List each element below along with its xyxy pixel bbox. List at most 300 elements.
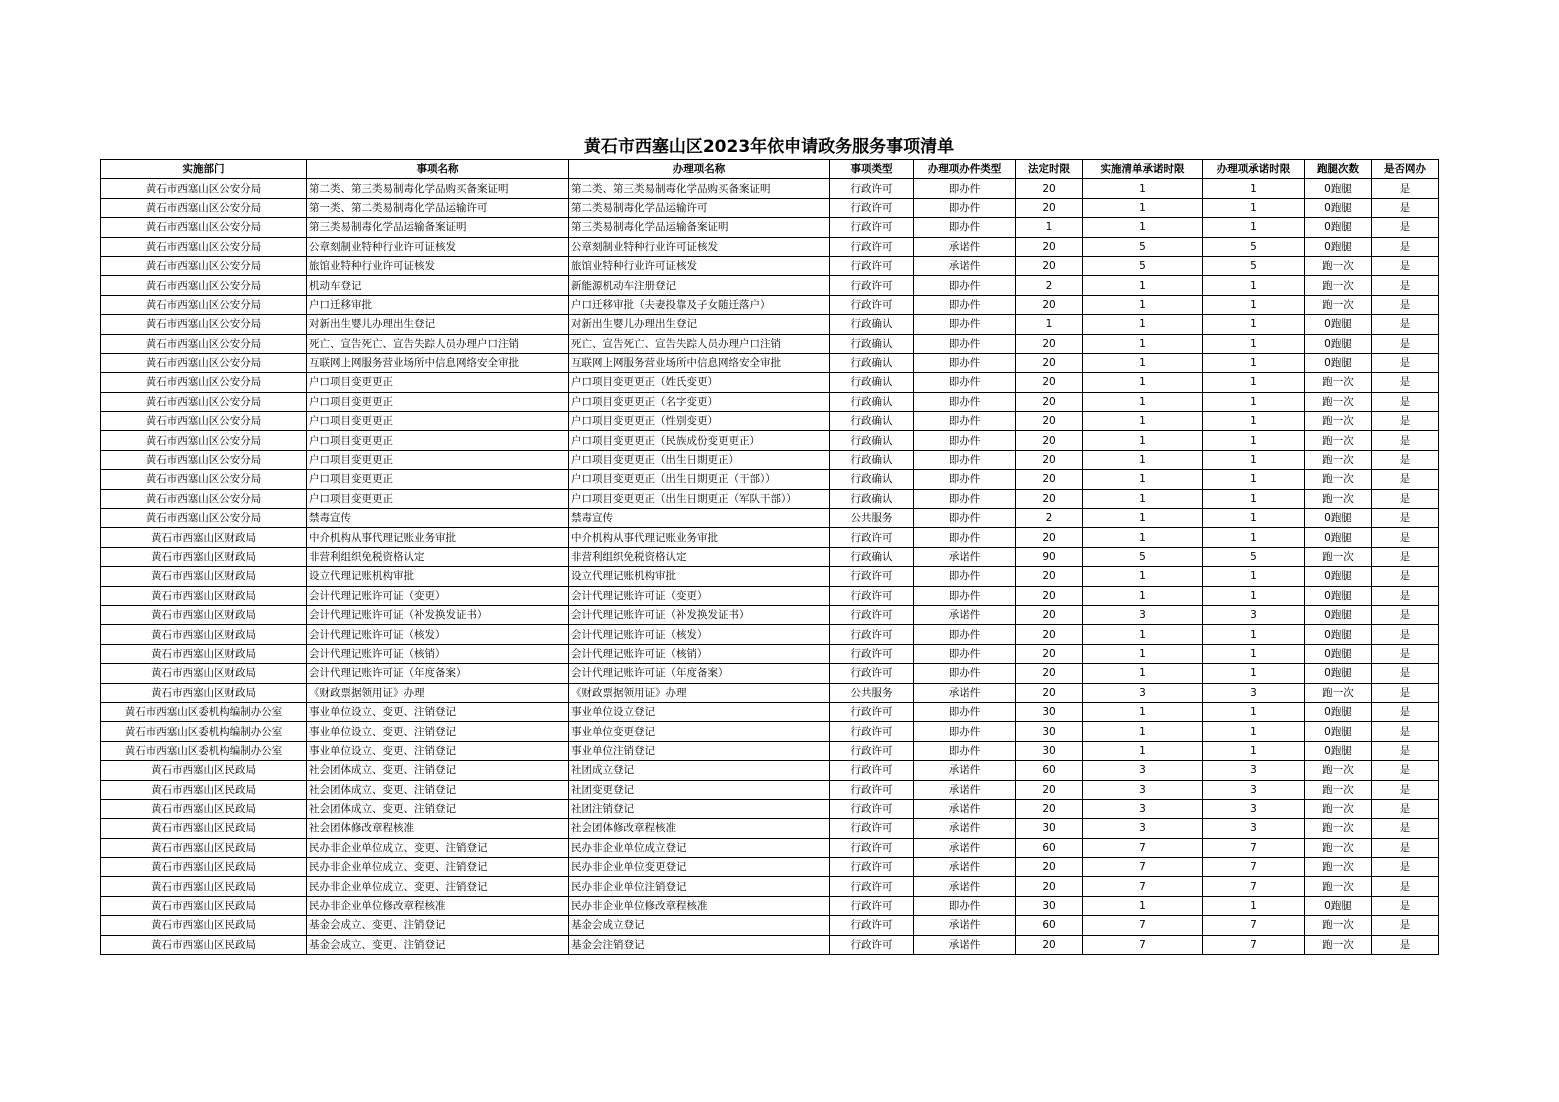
table-row xyxy=(101,353,1439,372)
cell-item-type: 行政许可 xyxy=(830,761,914,780)
cell-item-commitment-limit: 1 xyxy=(1203,373,1305,392)
cell-item-commitment-limit: 3 xyxy=(1203,780,1305,799)
header-item-type: 事项类型 xyxy=(830,160,914,179)
cell-case-type: 即办件 xyxy=(914,644,1016,663)
cell-legal-time-limit: 20 xyxy=(1016,935,1083,954)
cell-trip-count: 跑一次 xyxy=(1305,256,1372,275)
cell-handling-item-name: 民办非企业单位注销登记 xyxy=(569,877,830,896)
cell-item-type: 行政许可 xyxy=(830,528,914,547)
document-title: 黄石市西塞山区2023年依申请政务服务事项清单 xyxy=(583,137,955,157)
cell-trip-count: 跑一次 xyxy=(1305,858,1372,877)
cell-list-commitment-limit: 1 xyxy=(1083,722,1203,741)
table-row xyxy=(101,528,1439,547)
cell-department: 黄石市西塞山区公安分局 xyxy=(101,276,307,295)
cell-case-type: 承诺件 xyxy=(914,683,1016,702)
cell-handling-item-name: 民办非企业单位成立登记 xyxy=(569,838,830,857)
cell-department: 黄石市西塞山区民政局 xyxy=(101,838,307,857)
cell-case-type: 即办件 xyxy=(914,353,1016,372)
cell-item-commitment-limit: 1 xyxy=(1203,276,1305,295)
cell-item-commitment-limit: 7 xyxy=(1203,838,1305,857)
cell-handling-item-name: 事业单位注销登记 xyxy=(569,741,830,760)
cell-legal-time-limit: 20 xyxy=(1016,489,1083,508)
cell-list-commitment-limit: 1 xyxy=(1083,450,1203,469)
cell-legal-time-limit: 20 xyxy=(1016,586,1083,605)
cell-item-type: 行政许可 xyxy=(830,916,914,935)
cell-legal-time-limit: 20 xyxy=(1016,237,1083,256)
cell-online: 是 xyxy=(1372,373,1439,392)
cell-item-name: 会计代理记账许可证（年度备案） xyxy=(307,664,569,683)
cell-item-name: 社会团体成立、变更、注销登记 xyxy=(307,761,569,780)
cell-list-commitment-limit: 3 xyxy=(1083,780,1203,799)
cell-item-name: 民办非企业单位成立、变更、注销登记 xyxy=(307,877,569,896)
cell-legal-time-limit: 20 xyxy=(1016,877,1083,896)
cell-department: 黄石市西塞山区公安分局 xyxy=(101,179,307,198)
cell-online: 是 xyxy=(1372,198,1439,217)
cell-trip-count: 0跑腿 xyxy=(1305,625,1372,644)
cell-legal-time-limit: 60 xyxy=(1016,916,1083,935)
cell-legal-time-limit: 20 xyxy=(1016,683,1083,702)
cell-trip-count: 0跑腿 xyxy=(1305,237,1372,256)
cell-case-type: 承诺件 xyxy=(914,935,1016,954)
cell-case-type: 承诺件 xyxy=(914,547,1016,566)
cell-department: 黄石市西塞山区公安分局 xyxy=(101,334,307,353)
cell-legal-time-limit: 20 xyxy=(1016,373,1083,392)
cell-item-commitment-limit: 1 xyxy=(1203,722,1305,741)
cell-legal-time-limit: 20 xyxy=(1016,179,1083,198)
cell-trip-count: 跑一次 xyxy=(1305,392,1372,411)
cell-list-commitment-limit: 7 xyxy=(1083,877,1203,896)
cell-item-name: 户口项目变更更正 xyxy=(307,470,569,489)
cell-case-type: 即办件 xyxy=(914,625,1016,644)
cell-list-commitment-limit: 1 xyxy=(1083,586,1203,605)
cell-online: 是 xyxy=(1372,625,1439,644)
cell-handling-item-name: 事业单位设立登记 xyxy=(569,702,830,721)
cell-online: 是 xyxy=(1372,896,1439,915)
cell-list-commitment-limit: 1 xyxy=(1083,489,1203,508)
header-list-commitment-limit: 实施清单承诺时限 xyxy=(1083,160,1203,179)
cell-department: 黄石市西塞山区公安分局 xyxy=(101,431,307,450)
cell-list-commitment-limit: 1 xyxy=(1083,567,1203,586)
cell-case-type: 即办件 xyxy=(914,528,1016,547)
cell-list-commitment-limit: 3 xyxy=(1083,761,1203,780)
cell-handling-item-name: 户口项目变更更正（民族成份变更更正） xyxy=(569,431,830,450)
cell-online: 是 xyxy=(1372,567,1439,586)
cell-item-type: 行政许可 xyxy=(830,295,914,314)
cell-item-type: 行政许可 xyxy=(830,877,914,896)
cell-legal-time-limit: 20 xyxy=(1016,256,1083,275)
cell-department: 黄石市西塞山区公安分局 xyxy=(101,412,307,431)
cell-department: 黄石市西塞山区公安分局 xyxy=(101,295,307,314)
cell-department: 黄石市西塞山区公安分局 xyxy=(101,237,307,256)
cell-item-name: 互联网上网服务营业场所中信息网络安全审批 xyxy=(307,353,569,372)
cell-item-name: 户口项目变更更正 xyxy=(307,431,569,450)
cell-list-commitment-limit: 1 xyxy=(1083,896,1203,915)
cell-item-commitment-limit: 1 xyxy=(1203,664,1305,683)
cell-item-type: 行政许可 xyxy=(830,819,914,838)
cell-online: 是 xyxy=(1372,741,1439,760)
cell-item-name: 设立代理记账机构审批 xyxy=(307,567,569,586)
cell-item-name: 非营利组织免税资格认定 xyxy=(307,547,569,566)
cell-list-commitment-limit: 1 xyxy=(1083,412,1203,431)
cell-legal-time-limit: 20 xyxy=(1016,858,1083,877)
cell-case-type: 即办件 xyxy=(914,741,1016,760)
cell-case-type: 承诺件 xyxy=(914,916,1016,935)
cell-case-type: 即办件 xyxy=(914,664,1016,683)
cell-department: 黄石市西塞山区公安分局 xyxy=(101,256,307,275)
services-table xyxy=(100,159,1439,955)
cell-online: 是 xyxy=(1372,916,1439,935)
cell-handling-item-name: 禁毒宣传 xyxy=(569,509,830,528)
cell-item-type: 行政许可 xyxy=(830,179,914,198)
cell-item-type: 行政许可 xyxy=(830,218,914,237)
cell-trip-count: 0跑腿 xyxy=(1305,586,1372,605)
header-case-type: 办理项办件类型 xyxy=(914,160,1016,179)
cell-case-type: 承诺件 xyxy=(914,761,1016,780)
cell-online: 是 xyxy=(1372,470,1439,489)
cell-online: 是 xyxy=(1372,722,1439,741)
cell-online: 是 xyxy=(1372,392,1439,411)
cell-trip-count: 跑一次 xyxy=(1305,935,1372,954)
cell-handling-item-name: 会计代理记账许可证（变更） xyxy=(569,586,830,605)
cell-legal-time-limit: 30 xyxy=(1016,741,1083,760)
cell-case-type: 即办件 xyxy=(914,586,1016,605)
cell-case-type: 即办件 xyxy=(914,334,1016,353)
cell-legal-time-limit: 20 xyxy=(1016,625,1083,644)
cell-case-type: 即办件 xyxy=(914,198,1016,217)
cell-department: 黄石市西塞山区民政局 xyxy=(101,780,307,799)
cell-list-commitment-limit: 7 xyxy=(1083,838,1203,857)
cell-list-commitment-limit: 1 xyxy=(1083,625,1203,644)
table-row xyxy=(101,315,1439,334)
cell-item-type: 行政许可 xyxy=(830,625,914,644)
cell-item-type: 行政许可 xyxy=(830,780,914,799)
cell-item-commitment-limit: 1 xyxy=(1203,644,1305,663)
cell-case-type: 即办件 xyxy=(914,276,1016,295)
cell-online: 是 xyxy=(1372,528,1439,547)
cell-item-type: 行政确认 xyxy=(830,392,914,411)
cell-list-commitment-limit: 3 xyxy=(1083,819,1203,838)
cell-list-commitment-limit: 1 xyxy=(1083,334,1203,353)
cell-item-name: 民办非企业单位成立、变更、注销登记 xyxy=(307,858,569,877)
cell-item-commitment-limit: 1 xyxy=(1203,334,1305,353)
cell-department: 黄石市西塞山区民政局 xyxy=(101,896,307,915)
cell-item-name: 会计代理记账许可证（变更） xyxy=(307,586,569,605)
cell-department: 黄石市西塞山区公安分局 xyxy=(101,450,307,469)
cell-online: 是 xyxy=(1372,276,1439,295)
cell-trip-count: 跑一次 xyxy=(1305,412,1372,431)
cell-handling-item-name: 社团变更登记 xyxy=(569,780,830,799)
cell-online: 是 xyxy=(1372,644,1439,663)
cell-list-commitment-limit: 5 xyxy=(1083,237,1203,256)
cell-trip-count: 跑一次 xyxy=(1305,916,1372,935)
cell-list-commitment-limit: 5 xyxy=(1083,547,1203,566)
table-row xyxy=(101,605,1439,624)
cell-legal-time-limit: 20 xyxy=(1016,528,1083,547)
cell-list-commitment-limit: 1 xyxy=(1083,295,1203,314)
cell-item-type: 行政许可 xyxy=(830,935,914,954)
cell-item-type: 公共服务 xyxy=(830,683,914,702)
cell-trip-count: 跑一次 xyxy=(1305,799,1372,818)
cell-item-commitment-limit: 1 xyxy=(1203,741,1305,760)
cell-legal-time-limit: 60 xyxy=(1016,838,1083,857)
cell-department: 黄石市西塞山区民政局 xyxy=(101,916,307,935)
cell-item-name: 社会团体成立、变更、注销登记 xyxy=(307,780,569,799)
cell-item-type: 行政许可 xyxy=(830,256,914,275)
cell-item-commitment-limit: 1 xyxy=(1203,412,1305,431)
cell-handling-item-name: 死亡、宣告死亡、宣告失踪人员办理户口注销 xyxy=(569,334,830,353)
cell-case-type: 即办件 xyxy=(914,896,1016,915)
cell-legal-time-limit: 30 xyxy=(1016,702,1083,721)
cell-item-type: 行政许可 xyxy=(830,567,914,586)
cell-item-commitment-limit: 1 xyxy=(1203,179,1305,198)
table-row xyxy=(101,896,1439,915)
cell-item-type: 行政确认 xyxy=(830,431,914,450)
cell-handling-item-name: 非营利组织免税资格认定 xyxy=(569,547,830,566)
cell-item-name: 机动车登记 xyxy=(307,276,569,295)
cell-case-type: 即办件 xyxy=(914,295,1016,314)
cell-trip-count: 0跑腿 xyxy=(1305,702,1372,721)
cell-item-commitment-limit: 1 xyxy=(1203,450,1305,469)
cell-item-type: 行政许可 xyxy=(830,838,914,857)
cell-handling-item-name: 公章刻制业特种行业许可证核发 xyxy=(569,237,830,256)
cell-item-commitment-limit: 7 xyxy=(1203,935,1305,954)
table-row xyxy=(101,179,1439,198)
cell-list-commitment-limit: 1 xyxy=(1083,702,1203,721)
cell-case-type: 即办件 xyxy=(914,315,1016,334)
cell-handling-item-name: 事业单位变更登记 xyxy=(569,722,830,741)
header-trip-count: 跑腿次数 xyxy=(1305,160,1372,179)
cell-item-commitment-limit: 1 xyxy=(1203,198,1305,217)
cell-online: 是 xyxy=(1372,935,1439,954)
cell-department: 黄石市西塞山区财政局 xyxy=(101,567,307,586)
cell-item-type: 行政确认 xyxy=(830,470,914,489)
cell-item-name: 基金会成立、变更、注销登记 xyxy=(307,916,569,935)
cell-trip-count: 跑一次 xyxy=(1305,780,1372,799)
cell-online: 是 xyxy=(1372,353,1439,372)
cell-trip-count: 跑一次 xyxy=(1305,761,1372,780)
cell-case-type: 即办件 xyxy=(914,702,1016,721)
header-online: 是否网办 xyxy=(1372,160,1439,179)
cell-handling-item-name: 户口项目变更更正（性别变更） xyxy=(569,412,830,431)
cell-legal-time-limit: 20 xyxy=(1016,431,1083,450)
cell-item-type: 行政许可 xyxy=(830,644,914,663)
cell-item-commitment-limit: 1 xyxy=(1203,295,1305,314)
cell-legal-time-limit: 20 xyxy=(1016,412,1083,431)
cell-item-type: 行政许可 xyxy=(830,799,914,818)
cell-department: 黄石市西塞山区委机构编制办公室 xyxy=(101,702,307,721)
cell-item-commitment-limit: 1 xyxy=(1203,702,1305,721)
cell-item-name: 户口项目变更更正 xyxy=(307,412,569,431)
cell-case-type: 即办件 xyxy=(914,218,1016,237)
cell-case-type: 即办件 xyxy=(914,722,1016,741)
cell-list-commitment-limit: 1 xyxy=(1083,528,1203,547)
cell-item-commitment-limit: 1 xyxy=(1203,586,1305,605)
cell-item-type: 行政许可 xyxy=(830,722,914,741)
cell-legal-time-limit: 90 xyxy=(1016,547,1083,566)
cell-online: 是 xyxy=(1372,819,1439,838)
cell-item-commitment-limit: 7 xyxy=(1203,858,1305,877)
cell-case-type: 承诺件 xyxy=(914,799,1016,818)
cell-legal-time-limit: 20 xyxy=(1016,198,1083,217)
cell-handling-item-name: 旅馆业特种行业许可证核发 xyxy=(569,256,830,275)
header-item-commitment-limit: 办理项承诺时限 xyxy=(1203,160,1305,179)
cell-item-name: 第二类、第三类易制毒化学品购买备案证明 xyxy=(307,179,569,198)
cell-item-commitment-limit: 1 xyxy=(1203,218,1305,237)
cell-online: 是 xyxy=(1372,509,1439,528)
cell-handling-item-name: 第二类、第三类易制毒化学品购买备案证明 xyxy=(569,179,830,198)
cell-department: 黄石市西塞山区公安分局 xyxy=(101,489,307,508)
cell-item-type: 行政许可 xyxy=(830,702,914,721)
table-row xyxy=(101,509,1439,528)
cell-list-commitment-limit: 1 xyxy=(1083,198,1203,217)
cell-list-commitment-limit: 7 xyxy=(1083,858,1203,877)
cell-item-name: 会计代理记账许可证（核发） xyxy=(307,625,569,644)
cell-case-type: 即办件 xyxy=(914,450,1016,469)
cell-list-commitment-limit: 7 xyxy=(1083,935,1203,954)
cell-item-name: 公章刻制业特种行业许可证核发 xyxy=(307,237,569,256)
cell-list-commitment-limit: 1 xyxy=(1083,276,1203,295)
table-row xyxy=(101,664,1439,683)
cell-case-type: 即办件 xyxy=(914,179,1016,198)
cell-online: 是 xyxy=(1372,877,1439,896)
cell-handling-item-name: 基金会成立登记 xyxy=(569,916,830,935)
cell-online: 是 xyxy=(1372,256,1439,275)
cell-trip-count: 跑一次 xyxy=(1305,489,1372,508)
cell-online: 是 xyxy=(1372,838,1439,857)
table-row xyxy=(101,780,1439,799)
cell-case-type: 即办件 xyxy=(914,489,1016,508)
cell-legal-time-limit: 20 xyxy=(1016,470,1083,489)
cell-department: 黄石市西塞山区财政局 xyxy=(101,528,307,547)
cell-department: 黄石市西塞山区公安分局 xyxy=(101,218,307,237)
table-row xyxy=(101,295,1439,314)
cell-trip-count: 跑一次 xyxy=(1305,276,1372,295)
cell-case-type: 即办件 xyxy=(914,567,1016,586)
cell-handling-item-name: 会计代理记账许可证（年度备案） xyxy=(569,664,830,683)
cell-list-commitment-limit: 7 xyxy=(1083,916,1203,935)
table-row xyxy=(101,799,1439,818)
cell-trip-count: 0跑腿 xyxy=(1305,334,1372,353)
cell-item-type: 行政确认 xyxy=(830,450,914,469)
cell-department: 黄石市西塞山区公安分局 xyxy=(101,315,307,334)
cell-item-commitment-limit: 1 xyxy=(1203,896,1305,915)
cell-list-commitment-limit: 1 xyxy=(1083,644,1203,663)
cell-item-commitment-limit: 5 xyxy=(1203,547,1305,566)
cell-department: 黄石市西塞山区公安分局 xyxy=(101,373,307,392)
cell-legal-time-limit: 20 xyxy=(1016,605,1083,624)
cell-handling-item-name: 《财政票据领用证》办理 xyxy=(569,683,830,702)
cell-trip-count: 0跑腿 xyxy=(1305,567,1372,586)
cell-item-commitment-limit: 5 xyxy=(1203,256,1305,275)
cell-handling-item-name: 基金会注销登记 xyxy=(569,935,830,954)
cell-item-name: 事业单位设立、变更、注销登记 xyxy=(307,722,569,741)
cell-handling-item-name: 户口迁移审批（夫妻投靠及子女随迁落户） xyxy=(569,295,830,314)
cell-item-commitment-limit: 1 xyxy=(1203,489,1305,508)
cell-handling-item-name: 户口项目变更更正（名字变更） xyxy=(569,392,830,411)
cell-online: 是 xyxy=(1372,664,1439,683)
cell-online: 是 xyxy=(1372,431,1439,450)
cell-online: 是 xyxy=(1372,780,1439,799)
cell-online: 是 xyxy=(1372,547,1439,566)
cell-department: 黄石市西塞山区公安分局 xyxy=(101,392,307,411)
cell-list-commitment-limit: 1 xyxy=(1083,741,1203,760)
cell-legal-time-limit: 20 xyxy=(1016,353,1083,372)
cell-item-type: 行政许可 xyxy=(830,237,914,256)
cell-list-commitment-limit: 1 xyxy=(1083,431,1203,450)
cell-online: 是 xyxy=(1372,315,1439,334)
cell-item-type: 行政确认 xyxy=(830,315,914,334)
cell-item-commitment-limit: 7 xyxy=(1203,877,1305,896)
table-body xyxy=(101,179,1439,955)
cell-item-name: 事业单位设立、变更、注销登记 xyxy=(307,741,569,760)
cell-handling-item-name: 社团注销登记 xyxy=(569,799,830,818)
cell-item-type: 公共服务 xyxy=(830,509,914,528)
cell-online: 是 xyxy=(1372,761,1439,780)
table-row xyxy=(101,644,1439,663)
cell-online: 是 xyxy=(1372,218,1439,237)
cell-item-type: 行政许可 xyxy=(830,198,914,217)
cell-trip-count: 跑一次 xyxy=(1305,295,1372,314)
cell-department: 黄石市西塞山区民政局 xyxy=(101,819,307,838)
cell-department: 黄石市西塞山区财政局 xyxy=(101,625,307,644)
header-legal-time-limit: 法定时限 xyxy=(1016,160,1083,179)
cell-trip-count: 0跑腿 xyxy=(1305,198,1372,217)
cell-department: 黄石市西塞山区财政局 xyxy=(101,644,307,663)
cell-legal-time-limit: 2 xyxy=(1016,509,1083,528)
cell-item-type: 行政确认 xyxy=(830,353,914,372)
header-department: 实施部门 xyxy=(101,160,307,179)
table-header-row xyxy=(101,160,1439,179)
cell-online: 是 xyxy=(1372,605,1439,624)
cell-handling-item-name: 会计代理记账许可证（核发） xyxy=(569,625,830,644)
cell-legal-time-limit: 20 xyxy=(1016,295,1083,314)
cell-online: 是 xyxy=(1372,412,1439,431)
cell-trip-count: 0跑腿 xyxy=(1305,509,1372,528)
cell-trip-count: 跑一次 xyxy=(1305,683,1372,702)
header-handling-item-name: 办理项名称 xyxy=(569,160,830,179)
cell-list-commitment-limit: 1 xyxy=(1083,664,1203,683)
cell-item-type: 行政许可 xyxy=(830,605,914,624)
cell-trip-count: 跑一次 xyxy=(1305,547,1372,566)
cell-item-commitment-limit: 1 xyxy=(1203,392,1305,411)
cell-item-commitment-limit: 3 xyxy=(1203,799,1305,818)
table-row xyxy=(101,412,1439,431)
table-row xyxy=(101,470,1439,489)
cell-handling-item-name: 会计代理记账许可证（补发换发证书） xyxy=(569,605,830,624)
table-row xyxy=(101,256,1439,275)
cell-handling-item-name: 第二类易制毒化学品运输许可 xyxy=(569,198,830,217)
table-row xyxy=(101,547,1439,566)
cell-list-commitment-limit: 1 xyxy=(1083,509,1203,528)
cell-item-name: 社会团体成立、变更、注销登记 xyxy=(307,799,569,818)
cell-handling-item-name: 户口项目变更更正（出生日期更正（干部）） xyxy=(569,470,830,489)
cell-item-name: 旅馆业特种行业许可证核发 xyxy=(307,256,569,275)
cell-item-type: 行政确认 xyxy=(830,373,914,392)
cell-item-type: 行政许可 xyxy=(830,586,914,605)
cell-item-name: 《财政票据领用证》办理 xyxy=(307,683,569,702)
cell-item-commitment-limit: 3 xyxy=(1203,683,1305,702)
cell-legal-time-limit: 20 xyxy=(1016,664,1083,683)
cell-item-name: 户口项目变更更正 xyxy=(307,373,569,392)
cell-handling-item-name: 第三类易制毒化学品运输备案证明 xyxy=(569,218,830,237)
cell-department: 黄石市西塞山区财政局 xyxy=(101,547,307,566)
table-row xyxy=(101,276,1439,295)
cell-item-name: 民办非企业单位成立、变更、注销登记 xyxy=(307,838,569,857)
cell-department: 黄石市西塞山区民政局 xyxy=(101,935,307,954)
cell-legal-time-limit: 30 xyxy=(1016,722,1083,741)
cell-online: 是 xyxy=(1372,237,1439,256)
cell-legal-time-limit: 2 xyxy=(1016,276,1083,295)
